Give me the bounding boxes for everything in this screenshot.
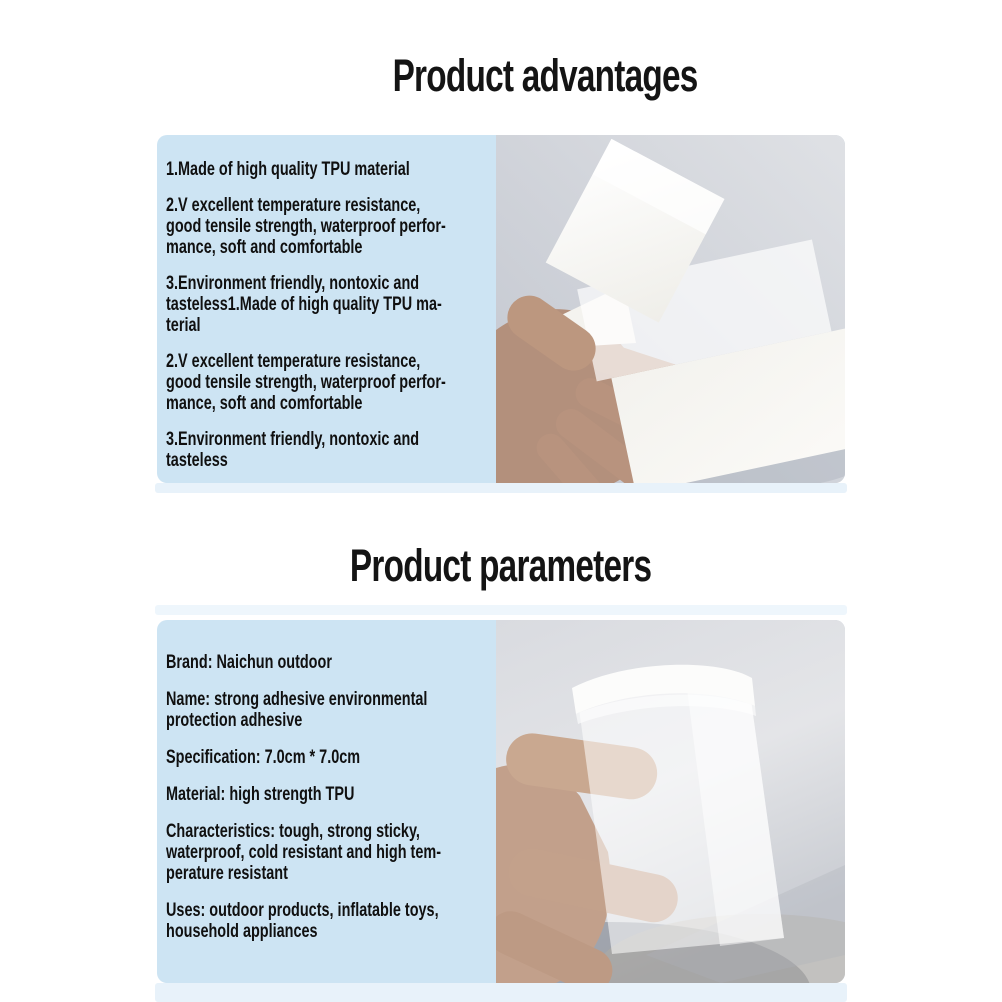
parameters-paragraph: Characteristics: tough, strong sticky, waterproof, cold resistant and high tem- perature resistant	[166, 820, 442, 884]
fingers-holding-clear-tpu-film	[496, 620, 845, 983]
advantages-paragraph: 3.Environment friendly, nontoxic and tasteless1.Made of high quality TPU ma- terial	[166, 272, 442, 336]
parameters-paragraph: Brand: Naichun outdoor	[166, 651, 332, 673]
parameters-product-photo	[496, 620, 845, 983]
advantages-heading	[44, 50, 1002, 102]
divider-strip	[155, 983, 847, 1002]
advantages-paragraph: 2.V excellent temperature resistance, good tensile strength, waterproof perfor- mance, soft and comfortable	[166, 350, 446, 414]
advantages-panel	[157, 135, 845, 483]
advantages-paragraph: 2.V excellent temperature resistance, good tensile strength, waterproof perfor- mance, soft and comfortable	[166, 194, 446, 258]
advantages-paragraph: 3.Environment friendly, nontoxic and tasteless	[166, 428, 420, 471]
hand-holding-folded-white-tpu-patch	[496, 135, 845, 483]
parameters-paragraph: Name: strong adhesive environmental protection adhesive	[166, 688, 428, 731]
parameters-paragraph: Uses: outdoor products, inflatable toys, household appliances	[166, 899, 439, 942]
parameters-paragraph: Specification: 7.0cm * 7.0cm	[166, 746, 361, 768]
parameters-heading	[0, 540, 1002, 592]
advantages-product-photo	[496, 135, 845, 483]
parameters-text-block	[166, 652, 506, 958]
parameters-heading-text: Product parameters	[350, 540, 652, 591]
advantages-paragraph: 1.Made of high quality TPU material	[166, 158, 410, 180]
divider-strip	[155, 605, 847, 615]
divider-strip	[155, 483, 847, 493]
parameters-panel	[157, 620, 845, 983]
advantages-heading-text: Product advantages	[392, 50, 698, 101]
parameters-paragraph: Material: high strength TPU	[166, 783, 355, 805]
advantages-text-block	[166, 159, 506, 486]
